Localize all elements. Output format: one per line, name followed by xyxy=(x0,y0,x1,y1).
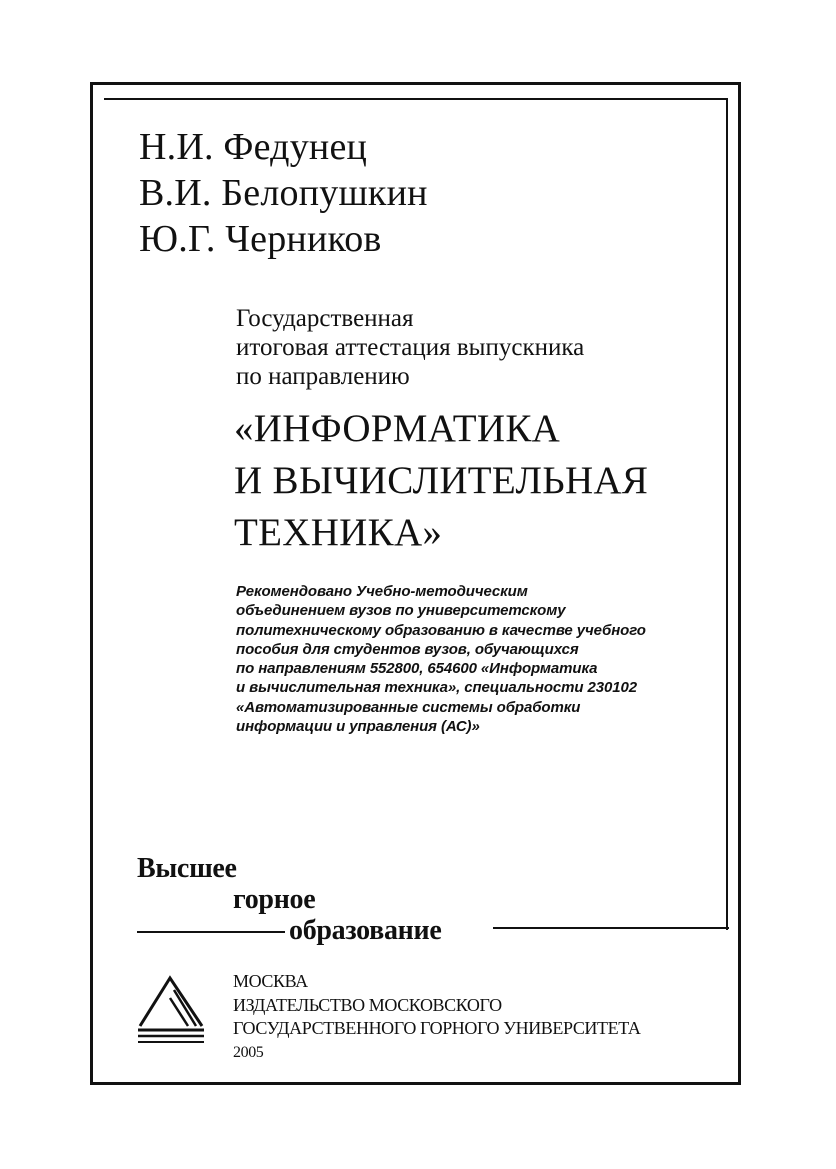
authors-block xyxy=(139,124,428,262)
recommendation-line: объединением вузов по университетскому xyxy=(236,602,566,620)
intro-line: итоговая аттестация выпускника xyxy=(236,334,585,361)
title-line: ТЕХНИКА» xyxy=(234,511,443,554)
recommendation-line: и вычислительная техника», специальности 230102 xyxy=(236,679,637,697)
series-line-3-row xyxy=(137,915,729,946)
book-title xyxy=(234,403,648,559)
recommendation-line: по направлениям 552800, 654600 «Информатика xyxy=(236,660,598,678)
series-line-2: горное xyxy=(233,884,316,915)
author-name: Н.И. Федунец xyxy=(139,126,368,168)
author-name: В.И. Белопушкин xyxy=(139,172,428,214)
recommendation-line: информации и управления (АС)» xyxy=(236,718,480,736)
recommendation-line: «Автоматизированные системы обработки xyxy=(236,698,581,716)
mountain-triangle-icon xyxy=(136,972,206,1048)
author-name: Ю.Г. Черников xyxy=(139,218,382,260)
title-line: «ИНФОРМАТИКА xyxy=(234,407,561,450)
series-rule-left xyxy=(137,931,285,933)
subtitle-intro xyxy=(236,304,584,391)
inner-frame-top-line xyxy=(104,98,728,100)
recommendation-line: политехническому образованию в качестве учебного xyxy=(236,621,646,639)
publisher-block xyxy=(233,970,641,1064)
intro-line: Государственная xyxy=(236,305,414,332)
series-rule-right xyxy=(493,927,729,929)
intro-line: по направлению xyxy=(236,363,410,390)
publisher-name-line-1: ИЗДАТЕЛЬСТВО МОСКОВСКОГО xyxy=(233,994,502,1015)
publisher-name-line-2: ГОСУДАРСТВЕННОГО ГОРНОГО УНИВЕРСИТЕТА xyxy=(233,1018,641,1038)
recommendation-line: пособия для студентов вузов, обучающихся xyxy=(236,640,579,658)
series-line-3: образование xyxy=(289,915,442,946)
series-line-1: Высшее xyxy=(137,853,237,884)
title-line: И ВЫЧИСЛИТЕЛЬНАЯ xyxy=(234,459,649,502)
inner-frame-right-line xyxy=(726,98,728,930)
publisher-city: МОСКВА xyxy=(233,971,308,991)
recommendation-line: Рекомендовано Учебно-методическим xyxy=(236,583,528,600)
recommendation-text xyxy=(236,582,646,736)
publication-year: 2005 xyxy=(233,1043,264,1061)
